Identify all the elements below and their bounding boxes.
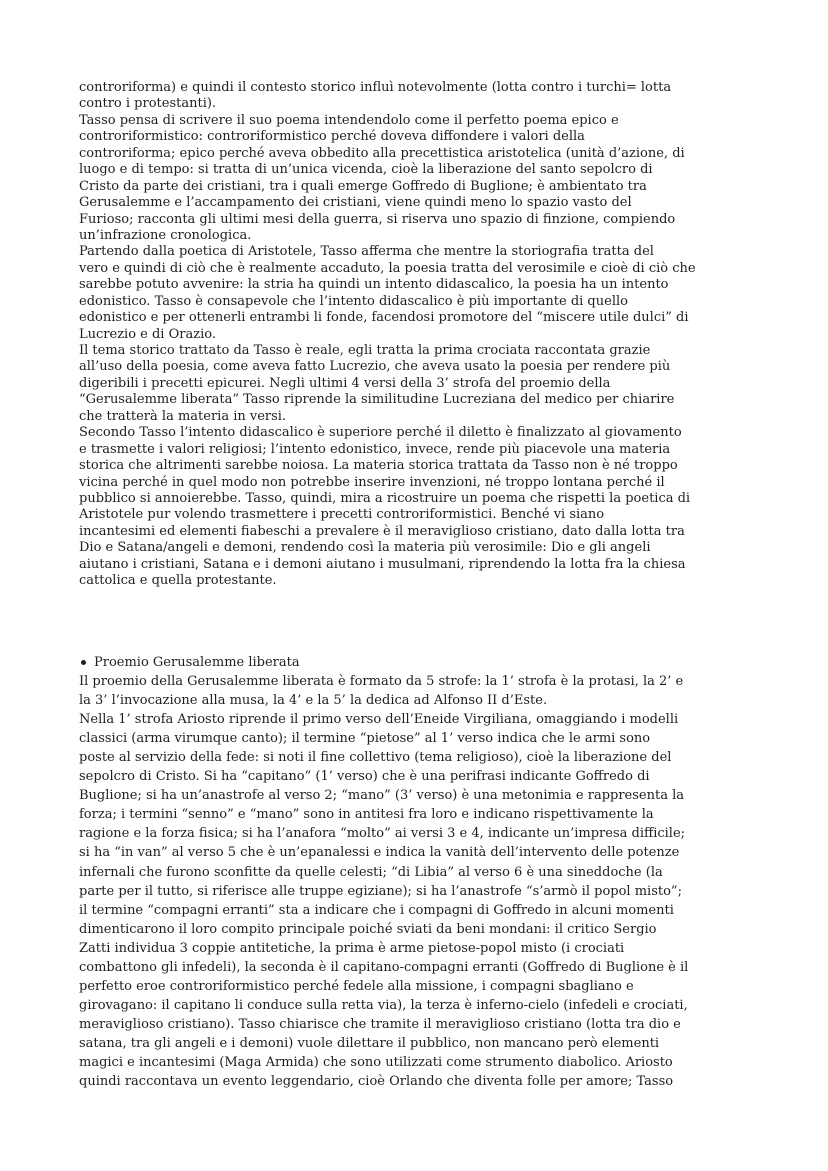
- text-line: Furioso; racconta gli ultimi mesi della guerra, si riserva uno spazio di finzione, compiendo: [79, 211, 676, 227]
- text-line: satana, tra gli angeli e i demoni) vuole dilettare il pubblico, non mancano però elementi: [79, 1035, 660, 1051]
- text-line: cattolica e quella protestante.: [79, 573, 277, 589]
- text-line: classici (arma virumque canto); il termine “pietose” al 1’ verso indica che le armi sono: [79, 731, 651, 747]
- text-line: controriforma; epico perché aveva obbedito alla precettistica aristotelica (unità d’azione, di: [79, 145, 685, 161]
- text-line: combattono gli infedeli), la seconda è il capitano-compagni erranti (Goffredo di Buglione è il: [79, 959, 689, 975]
- text-line: storica che altrimenti sarebbe noiosa. La materia storica trattata da Tasso non è né troppo: [79, 458, 678, 474]
- text-line: dimenticarono il loro compito principale poiché sviati da beni mondani: il critico Sergio: [79, 921, 657, 937]
- text-line: controriforma) e quindi il contesto storico influì notevolmente (lotta contro i turchi= lotta: [79, 80, 672, 95]
- text-line: luogo e di tempo: si tratta di un’unica vicenda, cioè la liberazione del santo sepolcro di: [79, 162, 653, 178]
- text-line: Lucrezio e di Orazio.: [79, 326, 216, 342]
- text-line: che tratterà la materia in versi.: [79, 408, 287, 424]
- text-line: edonistico e per ottenerli entrambi li fonde, facendosi promotore del “miscere utile dulci” di: [79, 310, 689, 326]
- text-line: pubblico si annoierebbe. Tasso, quindi, mira a ricostruire un poema che rispetti la poetica di: [79, 490, 691, 506]
- text-line: incantesimi ed elementi fiabeschi a prevalere è il meraviglioso cristiano, dato dalla lotta tra: [79, 523, 685, 539]
- text-line: il termine “compagni erranti” sta a indicare che i compagni di Goffredo in alcuni momenti: [79, 902, 674, 918]
- text-line: poste al servizio della fede: si noti il fine collettivo (tema religioso), cioè la liberazione del: [79, 750, 672, 766]
- text-line: Il tema storico trattato da Tasso è reale, egli tratta la prima crociata raccontata grazie: [79, 343, 651, 358]
- text-line: magici e incantesimi (Maga Armida) che sono utilizzati come strumento diabolico. Ariosto: [79, 1054, 673, 1070]
- text-line: quindi raccontava un evento leggendario, cioè Orlando che diventa folle per amore; Tasso: [79, 1074, 674, 1090]
- text-line: Il proemio della Gerusalemme liberata è formato da 5 strofe: la 1’ strofa è la protasi, la 2’ e: [79, 674, 684, 690]
- text-line: Dio e Satana/angeli e demoni, rendendo così la materia più verosimile: Dio e gli angeli: [79, 540, 651, 556]
- text-line: infernali che furono sconfitte da quelle celesti; “di Libia” al verso 6 è una sineddoche (la: [79, 864, 663, 880]
- text-line: “Gerusalemme liberata” Tasso riprende la similitudine Lucreziana del medico per chiarire: [79, 392, 675, 408]
- text-line: Nella 1’ strofa Ariosto riprende il primo verso dell’Eneide Virgiliana, omaggiando i modelli: [79, 712, 679, 728]
- document-section-tasso-poetics: [79, 80, 769, 590]
- text-line: Cristo da parte dei cristiani, tra i quali emerge Goffredo di Buglione; è ambientato tra: [79, 178, 647, 194]
- text-line: perfetto eroe controriformistico perché fedele alla missione, i compagni sbagliano e: [79, 978, 634, 994]
- text-line: sarebbe potuto avvenire: la stria ha quindi un intento didascalico, la poesia ha un intento: [79, 277, 669, 293]
- text-line: Partendo dalla poetica di Aristotele, Tasso afferma che mentre la storiografia tratta del: [79, 244, 654, 260]
- text-line: meraviglioso cristiano). Tasso chiarisce che tramite il meraviglioso cristiano (lotta tra dio e: [79, 1016, 681, 1032]
- text-line: parte per il tutto, si riferisce alle truppe egiziane); si ha l’anastrofe “s’armò il popol misto”;: [79, 883, 682, 899]
- text-line: Gerusalemme e l’accampamento dei cristiani, viene quindi meno lo spazio vasto del: [79, 195, 632, 211]
- text-line: Buglione; si ha un’anastrofe al verso 2; “mano” (3’ verso) è una metonimia e rappresenta la: [79, 788, 684, 804]
- text-line: Tasso pensa di scrivere il suo poema intendendolo come il perfetto poema epico e: [79, 112, 619, 128]
- bullet-icon: [81, 660, 86, 665]
- text-line: sepolcro di Cristo. Si ha “capitano” (1’ verso) che è una perifrasi indicante Goffredo di: [79, 769, 650, 785]
- paragraph: [79, 425, 769, 589]
- text-line: Aristotele pur volendo trasmettere i precetti controriformistici. Benché vi siano: [79, 507, 605, 523]
- paragraph: [79, 710, 769, 1091]
- text-line: aiutano i cristiani, Satana e i demoni aiutano i musulmani, riprendendo la lotta fra la chiesa: [79, 556, 686, 572]
- text-line: controriformistico: controriformistico perché doveva diffondere i valori della: [79, 129, 585, 145]
- text-line: vicina perché in quel modo non potrebbe inserire invenzioni, né troppo lontana perché il: [79, 474, 665, 490]
- document-section-proemio: [79, 653, 769, 1091]
- text-line: edonistico. Tasso è consapevole che l’intento didascalico è più importante di quello: [79, 293, 628, 309]
- text-line: si ha “in van” al verso 5 che è un’epanalessi e indica la vanità dell’intervento delle potenze: [79, 845, 680, 861]
- text-line: contro i protestanti).: [79, 96, 217, 112]
- paragraph: [79, 672, 769, 710]
- text-line: un’infrazione cronologica.: [79, 227, 252, 243]
- text-line: forza; i termini “senno” e “mano” sono in antitesi fra loro e indicano rispettivamente la: [79, 807, 654, 823]
- text-line: Zatti individua 3 coppie antitetiche, la prima è arme pietose-popol misto (i crociati: [79, 940, 625, 956]
- paragraph: [79, 80, 769, 113]
- text-line: la 3’ l’invocazione alla musa, la 4’ e la 5’ la dedica ad Alfonso II d’Este.: [79, 693, 548, 709]
- text-line: e trasmette i valori religiosi; l’intento edonistico, invece, rende più piacevole una materia: [79, 441, 671, 457]
- text-line: girovagano: il capitano li conduce sulla retta via), la terza è inferno-cielo (infedeli e crociati,: [79, 997, 688, 1013]
- paragraph: [79, 343, 769, 425]
- text-line: digeribili i precetti epicurei. Negli ultimi 4 versi della 3’ strofa del proemio della: [79, 375, 611, 391]
- paragraph: [79, 244, 769, 343]
- bullet-heading: [79, 653, 769, 672]
- paragraph: [79, 113, 769, 245]
- bullet-heading-text: Proemio Gerusalemme liberata: [94, 655, 300, 670]
- text-line: all’uso della poesia, come aveva fatto Lucrezio, che aveva usato la poesia per rendere più: [79, 359, 671, 375]
- text-line: Secondo Tasso l’intento didascalico è superiore perché il diletto è finalizzato al giovamento: [79, 425, 682, 441]
- text-line: vero e quindi di ciò che è realmente accaduto, la poesia tratta del verosimile e cioè di ciò che: [79, 260, 696, 276]
- text-line: ragione e la forza fisica; si ha l’anafora “molto” ai versi 3 e 4, indicante un’impresa difficile;: [79, 826, 686, 842]
